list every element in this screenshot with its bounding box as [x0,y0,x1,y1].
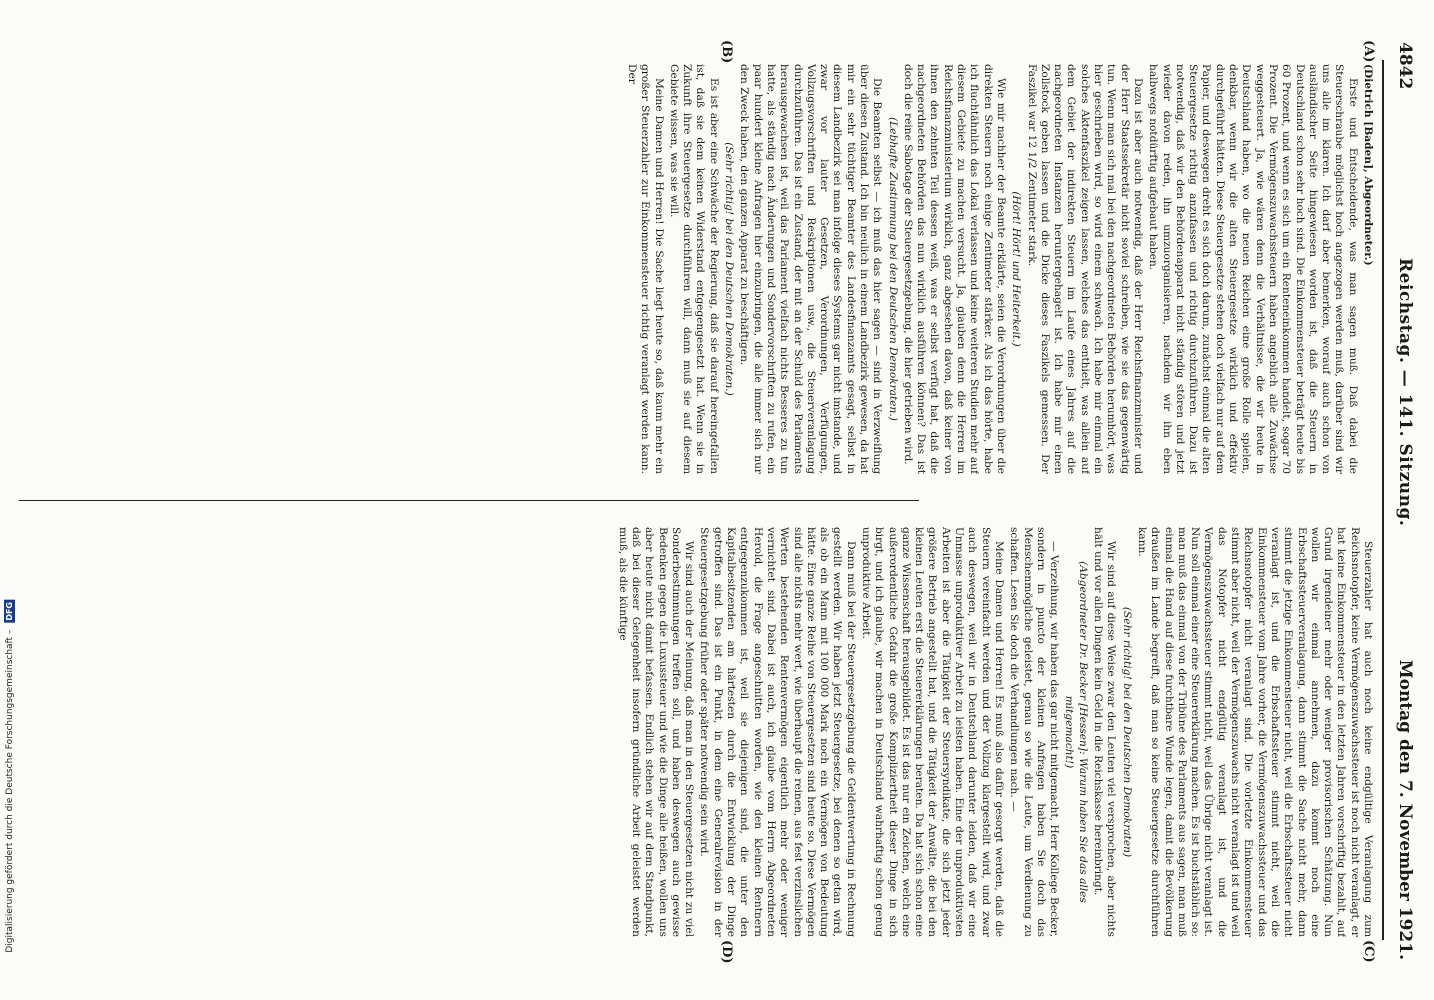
paragraph [1146,64,1359,474]
paragraph [615,527,695,937]
paragraph [697,527,857,937]
paragraph [1024,64,1144,474]
paragraph [1119,527,1132,937]
margin-mark-b: (B) [719,40,734,64]
paragraph [859,527,1005,937]
paragraph-text: Wir sind auf diese Weise zwar den Leuten viel versprochen, aber nichts hält und vor allen Dingen kein Geld in die Reichskasse hereinbringt. [1092,527,1118,937]
paragraph-text: (Abgeordneter Dr. Becker [Hessen]: Warum haben Sie das alles mitgemacht!) [1063,561,1089,903]
paragraph-text: Steuerzahler hat auch noch keine endgültige Veranlagung zum Reichsnotopfer, keine Vermögenszuwachssteuer ist noch nicht veranlagt, er hat keine Einkommensteuer in den letzten Jahren vorschriftig bezahlt, auf Grund irgendeiner mehr oder weniger provisorischen Schätzung. Nun wollen wir einmal annehmen, dazu kommt noch eine Erbschaftssteuerveranlagung, dann stimmt die Sache nicht mehr, dann stimmt die jetzige Einkommensteuer nicht, weil die Erbschaftssteuer nicht veranlagt ist, und die Erbschaftssteuer stimmt nicht, weil die Einkommensteuer vom Jahre vorher, die Vermögenszuwachssteuer und das Reichsnotopfer nicht veranlagt sind. Die vorletzte Einkommensteuer stimmt aber nicht, weil der Vermögenszuwachs nicht veranlagt ist und weil das Notopfer nicht endgültig veranlagt ist, und die Vermögenszuwachssteuer stimmt nicht, weil das Übrige nicht veranlagt ist. Nun soll einmal einer eine Steuererklärung machen. Es ist buchstäblich so: man muß das einmal von der Tribüne des Parlaments aus sagen, man muß einmal die Hand auf diese furchtbare Wunde legen, damit die Bevölkerung draußen im Lande begreift, daß man so keine Steuergesetze durchführen kann. [1135,527,1374,937]
credit-text: Digitalisierung gefördert durch die Deutsche Forschungsgemeinschaft – [5,629,15,953]
paragraph-text: Die Beamten selbst — ich muß das hier sagen — sind in Verzweiflung über diesen Zustand. Ich bin neulich in einem Landbezirk gewesen, da hat mir ein sehr tüchtiger Beamter des Landesfinanzamts gesagt, selbst in diesem Landbezirk sei man infolge dieses Systems gar nicht imstande, und zwar vor lauter Gesetzen, Verordnungen, Verfügungen, Vollzugsvorschriften und Reskriptionen usw., die Steuerveranlagung durchzuführen. Das ist ein Zustand, der mit an der Schuld des Parlaments herausgewachsen ist, weil das Parlament vielfach nichts Besseres zu tun hatte, als ständig nach Änderungen und Sondervorschriften zu rufen, ein paar hundert kleine Anfragen hier einzubringen, die alle immer sich nur den Zweck haben, den ganzen Apparat zu beschäftigen. [738,64,884,474]
paragraph-text: Erste und Entscheidende, was man sagen muß. Daß dabei die Steuerschraube möglichst hoch angezogen werden muß, darüber sind wir uns alle im klaren. Ich darf aber bemerken, worauf auch schon von ausländischer Seite hingewiesen worden ist, daß die Steuern in Deutschland schon sehr hoch sind. Die Einkommensteuer beträgt heute bis 60 Prozent, und wenn es sich um ein Renteneinkommen handelt, sogar 70 Prozent. Die Vermögenszuwachssteuern haben angeblich alle Zuwächse weggesteuert. Ja, wie wären denn die Verhältnisse, die wir heute in Deutschland haben, wo die neuen Reichen eine große Rolle spielen, denkbar, wenn wir die alten Steuergesetze wirklich und effektiv durchgeführt hätten. Diese Steuergesetze stehen doch vielfach nur auf dem Papier, und deswegen dreht es sich doch darum, zunächst einmal die alten Steuergesetze richtig anzufassen und richtig durchzuführen. Dazu ist notwendig, daß wir den Behördenapparat nicht ständig stören und jetzt wieder davon reden, ihn umzuorganisieren, nachdem wir ihn eben halbwegs notdürftig aufgebaut haben. [1147,64,1359,474]
paragraph-text: Wie mir nachher der Beamte erklärte, seien die Verordnungen über die direkten Steuern noch einige Zentimeter stärker. Als ich das hörte, habe ich fluchtähnlich das Lokal verlassen und keine weiteren Studien mehr auf diesem Gebiete zu machen versucht. Ja, glauben denn die Herren im Reichsfinanzministerium wirklich, ganz abgesehen davon, daß keiner von ihnen den zehnten Teil dessen weiß, was er selbst verfügt hat, daß die nachgeordneten Behörden das nun wirklich ausführen können? Das ist doch die reine Sabotage der Steuergesetzgebung, die hier getrieben wird. [901,64,1007,474]
paragraph-text: (Sehr richtig! bei den Deutschen Demokraten.) [723,142,736,396]
paragraph [1007,527,1060,937]
page-date: Montag den 7. November 1921. [1395,659,1415,960]
page-title: Reichstag. — 141. Sitzung. [1395,258,1415,527]
right-column [14,527,1374,937]
paragraph-text: Dazu ist aber auch notwendig, daß der Herr Reichsfinanzminister und der Herr Staatssekretär nicht soviel schreiben, wie sie das gegenwärtig tun. Wenn man sich mal bei den nachgeordneten Behörden herumhört, was hier geschrieben wird, so wird einem schwach. Ich habe mir einmal ein solches Aktenfaszikel zeigen lassen, welches das enthielt, was allein auf dem Gebiet der indirekten Steuern im Laufe eines Jahres auf die nachgeordneten Instanzen heruntergehagelt ist. Ich habe mir einen Zollstock geben lassen und die Dicke dieses Faszikels gemessen. Der Faszikel war 12 1/2 Zentimeter stark. [1025,64,1144,474]
paragraph [737,64,883,474]
paragraph-text: (Lebhafte Zustimmung bei den Deutschen Demokraten.) [886,117,899,421]
page-header [1390,22,1420,978]
digitization-credit [4,600,14,953]
dfg-logo: DFG [5,602,14,621]
paragraph [625,64,665,474]
paragraph [1361,64,1374,474]
header-rule [1382,60,1384,940]
speaker-label: (Dietrich [Baden], Abgeordneter.) [1362,64,1374,266]
paragraph [667,64,720,474]
paragraph [885,64,898,474]
paragraph [1091,527,1118,937]
page-number: 4842 [1395,42,1415,90]
paragraph-text: — Verzeihung, wir haben das gar nicht mitgemacht, Herr Kollege Becker, sondern in puncto der kleinen Anfragen haben Sie doch das Menschenmögliche geleistet, genau so wie die Leute, um Verdienung zu schaffen. Lesen Sie doch die Verhandlungen nach. — [1008,527,1061,937]
paragraph [1135,527,1374,937]
margin-mark-d: (D) [719,940,734,964]
paragraph-text: Es ist aber eine Schwäche der Regierung, daß sie darauf hereingefallen ist, daß sie dem keinen Widerstand entgegengesetzt hat. Wenn sie in Zukunft ihre Steuergesetze durchführen will, dann muß sie auf diesem Gebiete wissen, was sie will. [667,64,720,474]
column-divider [19,500,919,501]
paragraph [901,64,1007,474]
left-column [14,64,1374,474]
paragraph [1009,64,1022,474]
margin-mark-a: (A) [1361,40,1376,63]
paragraph-text: (Sehr richtig! bei den Deutschen Demokraten) [1120,606,1133,858]
paragraph-text: Meine Damen und Herren! Es muß also dafür gesorgt werden, daß die Steuern vereinfacht werden und der Vollzug klargestellt wird, und zwar auch deswegen, weil wir in Deutschland darunter leiden, daß wir eine Unmasse unproduktiver Arbeit zu leisten haben. Eine der unproduktivsten Arbeiten ist aber die Tätigkeit der Steuersyndikate, die sich jetzt jeder größere Betrieb angestellt hat, und die Tätigkeit der Anwälte, die bei den kleinen Leuten erst die Steuererklärungen beraten. Da hat sich schon eine ganze Wissenschaft herausgebildet. Es ist das nur ein Zeichen, welch eine außerordentliche Gefahr die große Kompliziertheit dieser Dinge in sich birgt, und ich glaube, wir machen in Deutschland wahrhaftig schon genug unproduktive Arbeit. [860,527,1005,937]
paragraph-text: Wir sind auch der Meinung, daß man in den Steuergesetzen nicht zu viel Sonderbestimmungen treffen soll, und haben deswegen auch gewisse Bedenken gegen die Luxussteuer und wie die Dinge alle heißen, wollen uns aber heute nicht damit befassen. Endlich stehen wir auf dem Standpunkt, daß bei dieser Gelegenheit insofern gründliche Arbeit geleistet werden muß, als die künftige [616,527,696,937]
paragraph-text: (Hört! Hört! und Heiterkeit.) [1010,191,1023,347]
paragraph [1062,527,1089,937]
margin-mark-c: (C) [1361,940,1376,963]
paragraph-text: Meine Damen und Herren! Die Sache liegt heute so, daß kaum mehr ein großer Steuerzahler zur Einkommensteuer richtig veranlagt werden kann. Der [625,64,665,474]
paragraph-text: Dann muß bei der Steuergesetzgebung die Geldentwertung in Rechnung gestellt werden. Wir haben jetzt Steuergesetze, bei denen so getan wird, als ob ein Mann mit 100 000 Mark noch ein Vermögen von Bedeutung hätte. Eine ganze Reihe von Steuergesetzen sind heute so. Diese Vermögen sind alle nichts mehr wert, wie überhaupt die reinen, aus fest verzinslichen Werten bestehenden Rentenvermögen eigentlich mehr oder weniger vernichtet sind. Dabei ist auch, ich glaube vom Herrn Abgeordneten Herold, die Frage angeschnitten worden, wie den kleinen Rentnern entgegenzukommen ist, weil sie diejenigen sind, die unter den Kapitalbesitzenden am härtesten durch die Entwicklung der Dinge getroffen sind. Das ist ein Punkt, in dem eine Generalrevision in der Steuergesetzgebung früher oder später notwendig sein wird. [698,527,857,937]
paragraph [722,64,735,474]
